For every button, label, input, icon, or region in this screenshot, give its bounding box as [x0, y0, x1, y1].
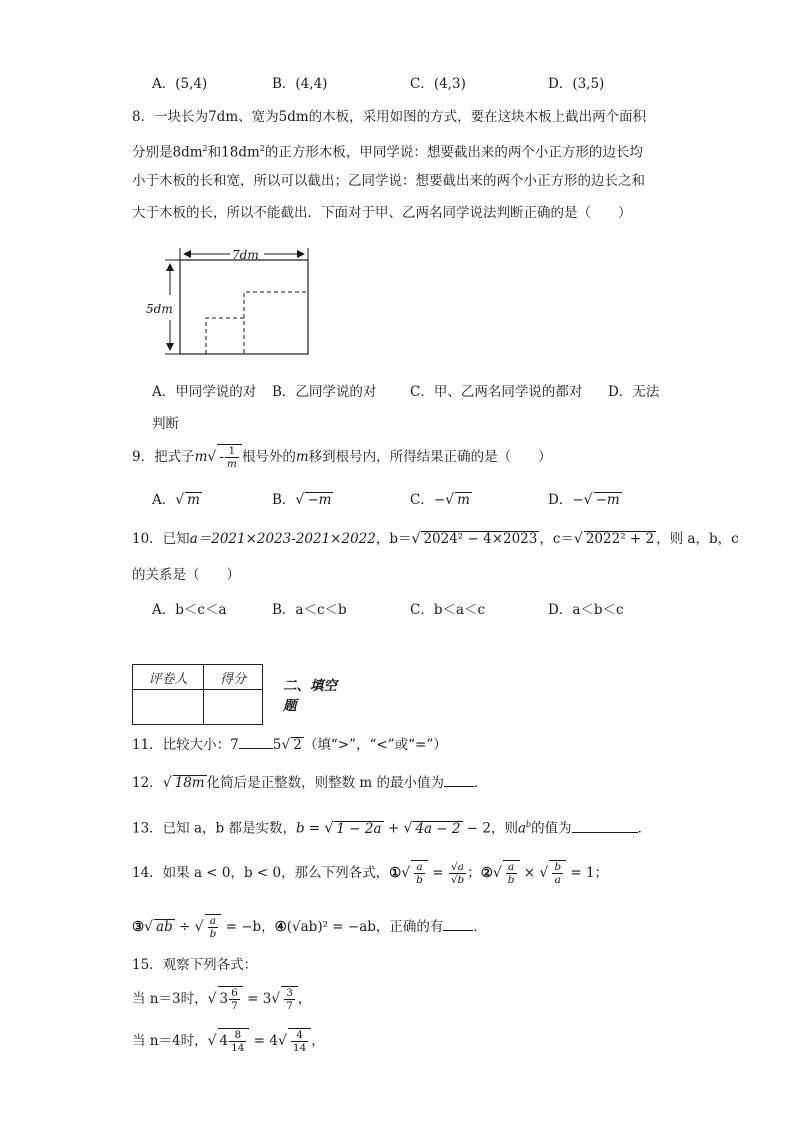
q8-figure-height-label: 5dm [146, 302, 173, 316]
q14-answer-blank[interactable] [443, 930, 473, 931]
q14-stem-line2: ③√ ab ÷ √ $\frac{a}{b}$ = −b，④(√ab)² = −ab，正确的有 ． [132, 915, 487, 940]
q9-stem: 9．把式子m√ - $\frac{1}{m}$ 根号外的m移到根号内，所得结果正确的是（ ） [132, 445, 552, 470]
q8-line1: 8．一块长为7dm、宽为5dm的木板，采用如图的方式，要在这块木板上截出两个面积 [132, 109, 647, 125]
q10-option-b[interactable]: B．a＜c＜b [272, 602, 347, 618]
q11-stem: 11．比较大小：7 5√ 2 （填“>”，“<”或“=”） [132, 737, 447, 753]
q10-option-d[interactable]: D．a＜b＜c [548, 602, 624, 618]
score-table [132, 664, 263, 725]
q8-line3: 小于木板的长和宽，所以可以截出；乙同学说：想要截出来的两个小正方形的边长之和 [132, 173, 645, 189]
q8-option-b[interactable]: B．乙同学说的对 [272, 384, 377, 400]
q8-option-d-continued: 判断 [152, 416, 179, 432]
q9-option-d[interactable]: D．−√ −m [548, 492, 620, 508]
q12-stem: 12．√ 18m 化简后是正整数，则整数 m 的最小值为 ． [132, 775, 488, 791]
q8-option-d[interactable]: D．无法 [608, 384, 660, 400]
q7-option-d[interactable]: D．(3,5) [548, 76, 605, 92]
score-table-score-header: 得分 [204, 665, 263, 690]
q7-option-a[interactable]: A．(5,4) [152, 76, 208, 92]
q15-example-2: 当 n＝4时，√ 4 $\frac{8}{14}$ = 4√ $\frac{4}{14}$ ， [132, 1029, 325, 1054]
q13-stem: 13．已知 a，b 都是实数，b = √ 1 − 2a + √ 4a − 2 − 2，则$a^b$的值为 ． [132, 820, 652, 837]
q7-option-b[interactable]: B．(4,4) [272, 76, 328, 92]
q13-answer-blank[interactable] [572, 832, 638, 833]
q8-line4: 大于木板的长，所以不能截出．下面对于甲、乙两名同学说法判断正确的是（ ） [132, 205, 632, 221]
q8-option-c[interactable]: C．甲、乙两名同学说的都对 [410, 384, 583, 400]
q10-option-c[interactable]: C．b＜a＜c [410, 602, 486, 618]
score-table-reviewer-header: 评卷人 [133, 665, 204, 690]
q8-option-a[interactable]: A．甲同学说的对 [152, 384, 257, 400]
q10-stem-line2: 的关系是（ ） [132, 567, 240, 583]
q11-answer-blank[interactable] [239, 748, 273, 749]
q10-stem: 10．已知a＝2021×2023-2021×2022，b＝√ 2024² − 4×2023 ，c＝√ 2022² + 2 ，则 a，b，c [132, 531, 739, 547]
q9-option-a[interactable]: A．√ m [152, 492, 200, 508]
q9-option-c[interactable]: C．−√ m [410, 492, 470, 508]
q14-stem-line1: 14．如果 a < 0，b < 0，那么下列各式，①√ $\frac{a}{b}$ = $\frac{√a}{√b}$ ；②√ $\frac{a}{b}$ × √ $\frac{b}{a}$ = 1； [132, 861, 609, 886]
q10-option-a[interactable]: A．b＜c＜a [152, 602, 227, 618]
score-table-score-cell[interactable] [204, 690, 263, 725]
q7-option-c[interactable]: C．(4,3) [410, 76, 466, 92]
q8-figure-width-label: 7dm [232, 248, 259, 262]
score-table-reviewer-cell[interactable] [133, 690, 204, 725]
section-title-fill-in: 二、填空题 [283, 678, 337, 714]
q15-example-1: 当 n＝3时，√ 3 $\frac{6}{7}$ = 3√ $\frac{3}{7}$ ， [132, 987, 312, 1012]
q8-line2: 分别是$8dm^2$和$18dm^2$的正方形木板，甲同学说：想要截出来的两个小正方形的边长均 [132, 144, 643, 161]
q15-title: 15．观察下列各式： [132, 957, 258, 973]
q12-answer-blank[interactable] [444, 786, 474, 787]
q9-option-b[interactable]: B．√ −m [272, 492, 332, 508]
